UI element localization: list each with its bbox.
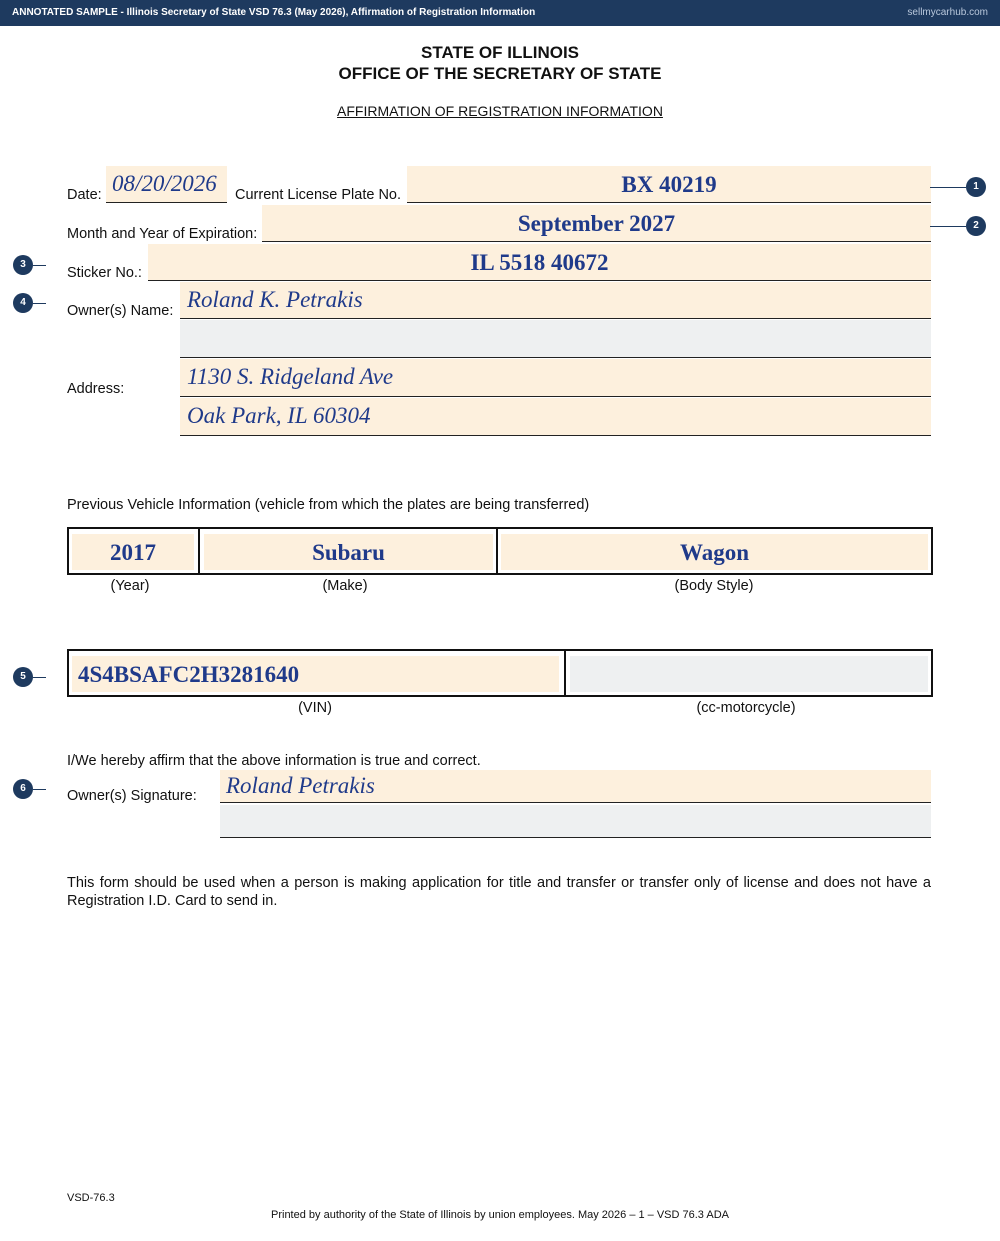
callout-marker-5: 5 [13, 667, 33, 687]
signature-label: Owner(s) Signature: [67, 788, 197, 804]
body-style-caption: (Body Style) [674, 578, 754, 594]
owner-name-field-2[interactable] [180, 320, 931, 358]
address-line2-field[interactable] [180, 398, 931, 436]
signature-field-2[interactable] [220, 805, 931, 838]
sticker-value: IL 5518 40672 [470, 250, 609, 275]
previous-vehicle-heading: Previous Vehicle Information (vehicle from which the plates are being transferred) [67, 497, 590, 513]
form-code: VSD-76.3 [67, 1192, 115, 1204]
address-line1-value: 1130 S. Ridgeland Ave [187, 364, 394, 389]
plate-value: BX 40219 [621, 172, 717, 197]
vehicle-table-divider [198, 528, 200, 574]
expiration-label: Month and Year of Expiration: [67, 226, 258, 242]
body-style-value: Wagon [679, 540, 750, 565]
top-banner [0, 0, 1000, 26]
owner-label: Owner(s) Name: [67, 303, 174, 319]
office-title: OFFICE OF THE SECRETARY OF STATE [338, 64, 662, 83]
callout-marker-1: 1 [966, 177, 986, 197]
form-title: AFFIRMATION OF REGISTRATION INFORMATION [337, 103, 663, 119]
plate-field[interactable] [407, 166, 931, 203]
make-caption: (Make) [322, 578, 368, 594]
cc-motorcycle-field[interactable] [570, 656, 928, 692]
signature-value: Roland Petrakis [226, 773, 375, 798]
banner-site-link[interactable]: sellmycarhub.com [907, 7, 988, 18]
state-title: STATE OF ILLINOIS [420, 43, 580, 62]
vehicle-table-divider [496, 528, 498, 574]
affirmation-statement: I/We hereby affirm that the above information is true and correct. [67, 753, 481, 769]
vin-value: 4S4BSAFC2H3281640 [78, 662, 300, 687]
owner-name-value: Roland K. Petrakis [187, 287, 363, 312]
callout-leader-line [33, 677, 46, 678]
year-field[interactable] [72, 534, 194, 570]
callout-leader-line [33, 265, 46, 266]
date-field[interactable] [106, 166, 227, 203]
date-value: 08/20/2026 [112, 171, 217, 196]
vin-table-divider [564, 650, 566, 696]
vin-caption: (VIN) [298, 700, 332, 716]
callout-marker-6: 6 [13, 779, 33, 799]
vin-field[interactable] [72, 656, 559, 692]
callout-leader-line [930, 187, 966, 188]
address-line1-field[interactable] [180, 359, 931, 397]
make-field[interactable] [204, 534, 493, 570]
address-label: Address: [67, 381, 125, 397]
sticker-field[interactable] [148, 244, 931, 281]
owner-name-field[interactable] [180, 282, 931, 319]
year-caption: (Year) [110, 578, 150, 594]
cc-caption: (cc-motorcycle) [696, 700, 796, 716]
callout-marker-2: 2 [966, 216, 986, 236]
expiration-field[interactable] [262, 205, 931, 242]
callout-leader-line [33, 303, 46, 304]
body-style-field[interactable] [501, 534, 928, 570]
callout-leader-line [33, 789, 46, 790]
expiration-value: September 2027 [517, 211, 676, 236]
callout-leader-line [930, 226, 966, 227]
callout-marker-3: 3 [13, 255, 33, 275]
make-value: Subaru [312, 540, 385, 565]
printed-by-footer: Printed by authority of the State of Illinois by union employees. May 2026 – 1 – VSD 76.3 ADA [271, 1209, 729, 1221]
plate-label: Current License Plate No. [235, 187, 402, 203]
banner-title: ANNOTATED SAMPLE - Illinois Secretary of State VSD 76.3 (May 2026), Affirmation of Registration Information [12, 7, 536, 18]
address-line2-value: Oak Park, IL 60304 [187, 403, 371, 428]
signature-field[interactable] [220, 770, 931, 803]
form-usage-note: This form should be used when a person is making application for title and transfer or transfer only of license and does not have a Registration I.D. Card to send in. [67, 875, 931, 909]
year-value: 2017 [110, 540, 156, 565]
sticker-label: Sticker No.: [67, 265, 142, 281]
callout-marker-4: 4 [13, 293, 33, 313]
date-label: Date: [67, 187, 102, 203]
